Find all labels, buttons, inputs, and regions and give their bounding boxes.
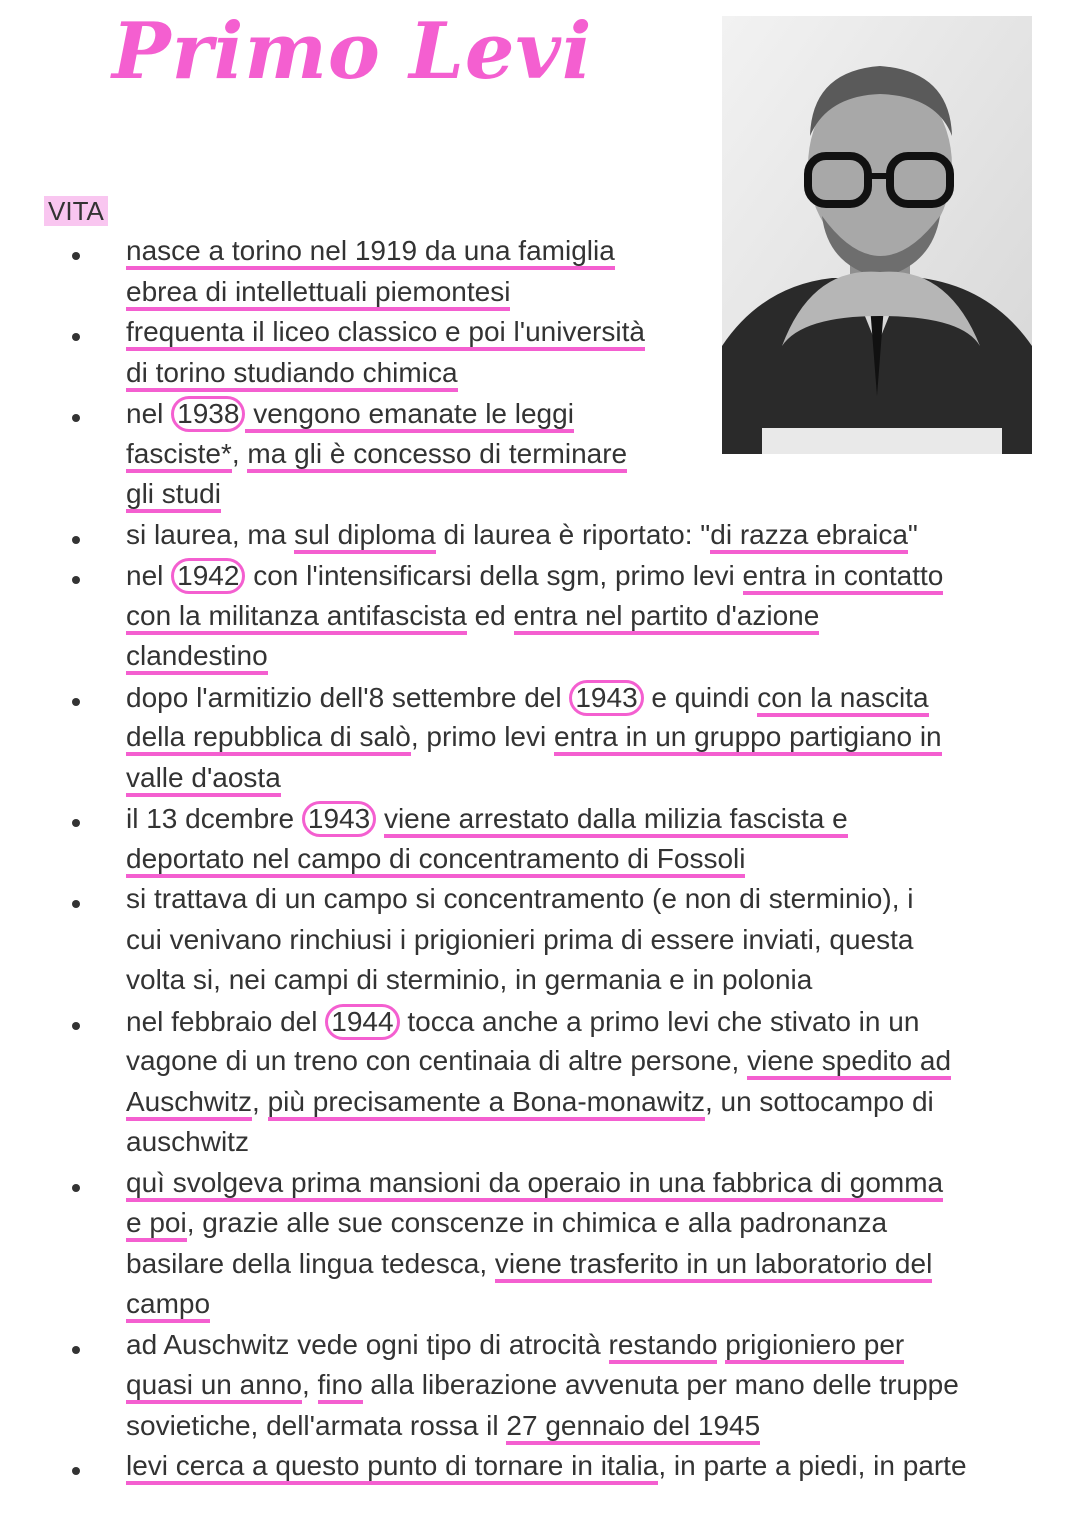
text-line — [126, 396, 574, 432]
text-segment: , — [252, 1086, 268, 1117]
circled-year: 1938 — [171, 396, 245, 432]
text-line — [126, 275, 510, 309]
text-segment: clandestino — [126, 640, 268, 675]
text-segment: sovietiche, dell'armata rossa il — [126, 1410, 507, 1441]
text-segment: cui venivano rinchiusi i prigionieri prima di essere inviati, questa — [126, 924, 914, 955]
text-segment: restando — [609, 1329, 718, 1364]
text-segment: nel — [126, 560, 172, 591]
text-line — [126, 315, 645, 349]
text-line — [126, 437, 627, 471]
text-line — [126, 518, 918, 552]
text-segment: levi cerca a questo punto di tornare in italia — [126, 1450, 658, 1485]
text-segment: entra in un gruppo partigiano in — [554, 721, 942, 756]
text-segment: , grazie alle sue conscenze in chimica e alla padronanza — [186, 1207, 888, 1238]
text-line — [126, 1287, 210, 1321]
bullet — [72, 900, 80, 908]
text-line — [126, 1409, 760, 1443]
text-line — [126, 1044, 951, 1078]
text-segment: quì svolgeva prima mansioni da operaio in una fabbrica di gomma — [126, 1167, 943, 1202]
text-line — [126, 761, 281, 795]
bullet — [72, 819, 80, 827]
text-segment: gli studi — [126, 478, 221, 513]
text-segment: vagone di un treno con centinaia di altre persone, — [126, 1045, 748, 1076]
text-line — [126, 923, 914, 957]
text-segment: frequenta il liceo classico e poi l'università — [126, 316, 645, 351]
title-text: Primo Levi — [112, 6, 593, 97]
text-segment: di razza ebraica — [710, 519, 908, 554]
text-segment: e poi — [126, 1207, 187, 1242]
text-line — [126, 963, 812, 997]
text-line — [126, 1004, 919, 1040]
text-segment: Auschwitz — [126, 1086, 252, 1121]
text-segment: valle d'aosta — [126, 762, 281, 797]
text-line — [126, 599, 819, 633]
text-segment: alla liberazione avvenuta per mano delle truppe — [362, 1369, 959, 1400]
text-segment: con la militanza antifascista — [126, 600, 467, 635]
text-segment: quasi un anno — [126, 1369, 302, 1404]
text-segment: prigioniero per — [725, 1329, 904, 1364]
text-line — [126, 234, 615, 268]
text-segment: , — [301, 1369, 318, 1400]
text-segment: volta si, nei campi di sterminio, in germania e in polonia — [126, 964, 813, 995]
text-segment: entra nel partito d'azione — [514, 600, 820, 635]
text-line — [126, 1206, 887, 1240]
text-segment: più precisamente a Bona-monawitz — [268, 1086, 705, 1121]
text-segment: di torino studiando chimica — [126, 357, 458, 392]
text-segment: sul diploma — [294, 519, 436, 554]
text-line — [126, 1125, 249, 1159]
text-line — [126, 1328, 904, 1362]
text-segment — [376, 803, 384, 834]
text-line — [126, 477, 221, 511]
text-segment: basilare della lingua tedesca, — [126, 1248, 495, 1279]
bullet — [72, 252, 80, 260]
bullet — [72, 1346, 80, 1354]
text-segment: si laurea, ma — [126, 519, 295, 550]
bullet — [72, 698, 80, 706]
text-segment: , primo levi — [410, 721, 555, 752]
text-segment: dopo l'armitizio dell'8 settembre del — [126, 682, 570, 713]
text-segment: con l'intensificarsi della sgm, primo levi — [245, 560, 743, 591]
bullet — [72, 333, 80, 341]
text-segment: tocca anche a primo levi che stivato in un — [399, 1006, 920, 1037]
text-segment: viene spedito ad — [747, 1045, 951, 1080]
text-segment: fasciste* — [126, 438, 232, 473]
text-segment: 27 gennaio del 1945 — [506, 1410, 760, 1445]
text-segment: , — [231, 438, 248, 469]
circled-year: 1944 — [325, 1004, 399, 1040]
text-segment: nasce a torino nel 1919 da una famiglia — [126, 235, 615, 270]
text-line — [126, 1085, 934, 1119]
text-line — [126, 558, 943, 594]
text-line — [126, 842, 745, 876]
text-segment: ad Auschwitz vede ogni tipo di atrocità — [126, 1329, 609, 1360]
text-segment: viene arrestato dalla milizia fascista e — [384, 803, 848, 838]
text-segment: , in parte a piedi, in parte — [658, 1450, 967, 1481]
text-line — [126, 1368, 959, 1402]
circled-year: 1943 — [569, 680, 643, 716]
text-segment: viene trasferito in un laboratorio del — [495, 1248, 932, 1283]
text-line — [126, 1247, 932, 1281]
text-line — [126, 680, 929, 716]
text-segment: deportato nel campo di concentramento di Fossoli — [126, 843, 745, 878]
text-line — [126, 639, 268, 673]
text-segment: con la nascita — [757, 682, 928, 717]
bullet — [72, 1467, 80, 1475]
text-segment: ma gli è concesso di terminare — [247, 438, 627, 473]
text-line — [126, 1449, 967, 1483]
text-segment: ebrea di intellettuali piemontesi — [126, 276, 510, 311]
text-line — [126, 882, 913, 916]
text-segment: della repubblica di salò — [126, 721, 411, 756]
text-segment: " — [907, 519, 918, 550]
text-segment: nel — [126, 398, 172, 429]
circled-year: 1942 — [171, 558, 245, 594]
text-segment: si trattava di un campo si concentramento (e non di sterminio), i — [126, 883, 914, 914]
section-label-vita: VITA — [44, 196, 108, 226]
text-line — [126, 356, 458, 390]
text-segment: e quindi — [643, 682, 758, 713]
text-segment: fino — [318, 1369, 363, 1404]
text-line — [126, 801, 848, 837]
bullet — [72, 1022, 80, 1030]
bullet — [72, 536, 80, 544]
text-segment: campo — [126, 1288, 210, 1323]
bullet — [72, 576, 80, 584]
text-segment: , un sottocampo di — [704, 1086, 934, 1117]
text-segment: il 13 dcembre — [126, 803, 302, 834]
circled-year: 1943 — [302, 801, 376, 837]
text-line — [126, 1166, 943, 1200]
text-segment: vengono emanate le leggi — [245, 398, 573, 433]
text-segment: nel febbraio del — [126, 1006, 326, 1037]
text-segment: auschwitz — [126, 1126, 249, 1157]
text-segment: entra in contatto — [743, 560, 944, 595]
text-line — [126, 720, 942, 754]
bullet — [72, 1184, 80, 1192]
text-segment: ed — [466, 600, 514, 631]
bullet — [72, 414, 80, 422]
text-segment: di laurea è riportato: " — [435, 519, 711, 550]
